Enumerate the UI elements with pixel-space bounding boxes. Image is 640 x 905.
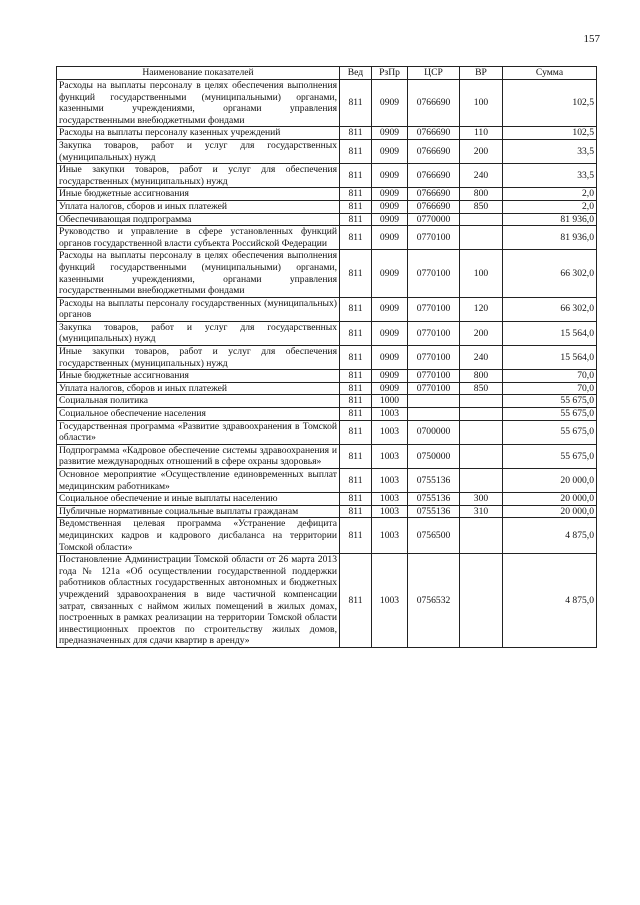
row-rzpr-cell: 1003	[372, 469, 408, 493]
table-row	[57, 200, 597, 213]
row-rzpr-cell: 0909	[372, 139, 408, 163]
row-csr-cell: 0766690	[408, 164, 460, 188]
row-vr-cell	[460, 469, 503, 493]
row-csr-cell	[408, 408, 460, 421]
row-ved-cell: 811	[340, 346, 372, 370]
row-rzpr-cell: 0909	[372, 226, 408, 250]
row-vr-cell	[460, 420, 503, 444]
row-csr-cell: 0770100	[408, 250, 460, 297]
header-sum: Сумма	[503, 67, 597, 80]
table-row	[57, 346, 597, 370]
table-row	[57, 408, 597, 421]
row-rzpr-cell: 0909	[372, 213, 408, 226]
row-name-cell: Социальная политика	[57, 395, 340, 408]
row-ved-cell: 811	[340, 382, 372, 395]
row-sum-cell: 70,0	[503, 370, 597, 383]
row-name-cell: Иные закупки товаров, работ и услуг для обеспечения государственных (муниципальных) нужд	[57, 346, 340, 370]
row-name-cell: Уплата налогов, сборов и иных платежей	[57, 200, 340, 213]
row-sum-cell: 66 302,0	[503, 250, 597, 297]
row-ved-cell: 811	[340, 164, 372, 188]
row-rzpr-cell: 1003	[372, 554, 408, 648]
row-vr-cell: 850	[460, 382, 503, 395]
row-ved-cell: 811	[340, 420, 372, 444]
table-row	[57, 469, 597, 493]
row-csr-cell: 0770100	[408, 346, 460, 370]
row-sum-cell: 4 875,0	[503, 518, 597, 554]
row-vr-cell: 850	[460, 200, 503, 213]
row-sum-cell: 15 564,0	[503, 321, 597, 345]
table-row	[57, 382, 597, 395]
table-row	[57, 127, 597, 140]
row-ved-cell: 811	[340, 554, 372, 648]
row-vr-cell	[460, 395, 503, 408]
row-sum-cell: 102,5	[503, 80, 597, 127]
row-vr-cell	[460, 213, 503, 226]
row-rzpr-cell: 1003	[372, 420, 408, 444]
row-vr-cell: 800	[460, 370, 503, 383]
row-name-cell: Закупка товаров, работ и услуг для государственных (муниципальных) нужд	[57, 139, 340, 163]
row-csr-cell: 0770100	[408, 297, 460, 321]
header-vr: ВР	[460, 67, 503, 80]
row-name-cell: Ведомственная целевая программа «Устранение дефицита медицинских кадров и кадрового дисбаланса на территории Томской области»	[57, 518, 340, 554]
row-ved-cell: 811	[340, 127, 372, 140]
page-number: 157	[583, 33, 600, 45]
row-rzpr-cell: 0909	[372, 382, 408, 395]
row-csr-cell: 0766690	[408, 80, 460, 127]
row-vr-cell: 310	[460, 505, 503, 518]
row-rzpr-cell: 0909	[372, 200, 408, 213]
row-rzpr-cell: 1003	[372, 518, 408, 554]
row-rzpr-cell: 1000	[372, 395, 408, 408]
row-vr-cell	[460, 444, 503, 468]
table-row	[57, 80, 597, 127]
row-sum-cell: 20 000,0	[503, 469, 597, 493]
row-rzpr-cell: 0909	[372, 321, 408, 345]
row-ved-cell: 811	[340, 408, 372, 421]
header-rzpr: РзПр	[372, 67, 408, 80]
row-ved-cell: 811	[340, 469, 372, 493]
row-csr-cell	[408, 395, 460, 408]
row-rzpr-cell: 1003	[372, 444, 408, 468]
row-rzpr-cell: 1003	[372, 493, 408, 506]
row-sum-cell: 20 000,0	[503, 505, 597, 518]
row-ved-cell: 811	[340, 493, 372, 506]
row-ved-cell: 811	[340, 370, 372, 383]
row-name-cell: Закупка товаров, работ и услуг для государственных (муниципальных) нужд	[57, 321, 340, 345]
row-ved-cell: 811	[340, 213, 372, 226]
row-rzpr-cell: 0909	[372, 250, 408, 297]
row-rzpr-cell: 1003	[372, 408, 408, 421]
row-name-cell: Публичные нормативные социальные выплаты гражданам	[57, 505, 340, 518]
table-row	[57, 164, 597, 188]
row-csr-cell: 0766690	[408, 200, 460, 213]
row-csr-cell: 0750000	[408, 444, 460, 468]
row-vr-cell: 120	[460, 297, 503, 321]
row-rzpr-cell: 0909	[372, 80, 408, 127]
row-csr-cell: 0770100	[408, 370, 460, 383]
row-name-cell: Иные закупки товаров, работ и услуг для обеспечения государственных (муниципальных) нужд	[57, 164, 340, 188]
row-csr-cell: 0770100	[408, 226, 460, 250]
table-row	[57, 226, 597, 250]
row-sum-cell: 55 675,0	[503, 395, 597, 408]
row-sum-cell: 2,0	[503, 200, 597, 213]
table-row	[57, 370, 597, 383]
row-ved-cell: 811	[340, 505, 372, 518]
row-csr-cell: 0755136	[408, 505, 460, 518]
row-sum-cell: 55 675,0	[503, 444, 597, 468]
table-row	[57, 554, 597, 648]
row-sum-cell: 81 936,0	[503, 213, 597, 226]
row-sum-cell: 20 000,0	[503, 493, 597, 506]
row-name-cell: Расходы на выплаты персоналу казенных учреждений	[57, 127, 340, 140]
row-sum-cell: 66 302,0	[503, 297, 597, 321]
row-ved-cell: 811	[340, 226, 372, 250]
row-csr-cell: 0700000	[408, 420, 460, 444]
row-name-cell: Постановление Администрации Томской области от 26 марта 2013 года № 121а «Об осуществлении государственной поддержки работников областных государственных автономных и бюджетных учреждений здравоохранения в виде частичной компенсации затрат, связанных с наймом жилых помещений в жилых домах, построенных в рамках реализации на территории Томской области инвестиционных проектов по строительству жилых домов, предназначенных для сдачи квартир в аренду»	[57, 554, 340, 648]
row-ved-cell: 811	[340, 80, 372, 127]
row-ved-cell: 811	[340, 250, 372, 297]
row-csr-cell: 0770100	[408, 382, 460, 395]
row-ved-cell: 811	[340, 139, 372, 163]
row-sum-cell: 70,0	[503, 382, 597, 395]
table-row	[57, 518, 597, 554]
row-vr-cell: 100	[460, 250, 503, 297]
row-vr-cell: 240	[460, 346, 503, 370]
row-name-cell: Обеспечивающая подпрограмма	[57, 213, 340, 226]
row-vr-cell: 200	[460, 139, 503, 163]
row-csr-cell: 0766690	[408, 188, 460, 201]
row-sum-cell: 55 675,0	[503, 420, 597, 444]
table-row	[57, 493, 597, 506]
row-vr-cell: 300	[460, 493, 503, 506]
row-rzpr-cell: 0909	[372, 188, 408, 201]
row-sum-cell: 55 675,0	[503, 408, 597, 421]
table-row	[57, 321, 597, 345]
row-ved-cell: 811	[340, 200, 372, 213]
row-ved-cell: 811	[340, 321, 372, 345]
table-row	[57, 395, 597, 408]
table-row	[57, 139, 597, 163]
row-rzpr-cell: 0909	[372, 346, 408, 370]
row-csr-cell: 0770100	[408, 321, 460, 345]
row-name-cell: Государственная программа «Развитие здравоохранения в Томской области»	[57, 420, 340, 444]
row-csr-cell: 0755136	[408, 469, 460, 493]
header-csr: ЦСР	[408, 67, 460, 80]
row-rzpr-cell: 0909	[372, 164, 408, 188]
row-name-cell: Руководство и управление в сфере установленных функций органов государственной власти субъекта Российской Федерации	[57, 226, 340, 250]
row-ved-cell: 811	[340, 395, 372, 408]
row-name-cell: Иные бюджетные ассигнования	[57, 188, 340, 201]
row-vr-cell	[460, 518, 503, 554]
row-sum-cell: 4 875,0	[503, 554, 597, 648]
row-rzpr-cell: 1003	[372, 505, 408, 518]
row-name-cell: Расходы на выплаты персоналу в целях обеспечения выполнения функций государственными (муниципальными) органами, казенными учреждениями, органами управления государственными внебюджетными фондами	[57, 80, 340, 127]
table-row	[57, 505, 597, 518]
row-sum-cell: 33,5	[503, 139, 597, 163]
row-vr-cell: 100	[460, 80, 503, 127]
row-vr-cell: 200	[460, 321, 503, 345]
table-row	[57, 420, 597, 444]
budget-table	[56, 66, 597, 648]
row-name-cell: Иные бюджетные ассигнования	[57, 370, 340, 383]
table-row	[57, 213, 597, 226]
row-csr-cell: 0766690	[408, 139, 460, 163]
row-vr-cell: 240	[460, 164, 503, 188]
row-name-cell: Расходы на выплаты персоналу в целях обеспечения выполнения функций государственными (муниципальными) органами, казенными учреждениями, органами управления государственными внебюджетными фондами	[57, 250, 340, 297]
row-vr-cell	[460, 226, 503, 250]
row-vr-cell	[460, 408, 503, 421]
row-ved-cell: 811	[340, 444, 372, 468]
header-ved: Вед	[340, 67, 372, 80]
row-ved-cell: 811	[340, 518, 372, 554]
row-rzpr-cell: 0909	[372, 127, 408, 140]
row-csr-cell: 0756500	[408, 518, 460, 554]
table-header-row	[57, 67, 597, 80]
row-sum-cell: 33,5	[503, 164, 597, 188]
row-name-cell: Подпрограмма «Кадровое обеспечение системы здравоохранения и развитие международных отношений в сфере охраны здоровья»	[57, 444, 340, 468]
table-row	[57, 444, 597, 468]
row-name-cell: Уплата налогов, сборов и иных платежей	[57, 382, 340, 395]
row-sum-cell: 15 564,0	[503, 346, 597, 370]
row-sum-cell: 81 936,0	[503, 226, 597, 250]
row-rzpr-cell: 0909	[372, 297, 408, 321]
row-sum-cell: 102,5	[503, 127, 597, 140]
row-name-cell: Социальное обеспечение и иные выплаты населению	[57, 493, 340, 506]
table-body	[57, 80, 597, 648]
row-name-cell: Социальное обеспечение населения	[57, 408, 340, 421]
header-name: Наименование показателей	[57, 67, 340, 80]
row-csr-cell: 0770000	[408, 213, 460, 226]
row-vr-cell: 800	[460, 188, 503, 201]
row-vr-cell	[460, 554, 503, 648]
row-vr-cell: 110	[460, 127, 503, 140]
row-name-cell: Расходы на выплаты персоналу государственных (муниципальных) органов	[57, 297, 340, 321]
table-row	[57, 297, 597, 321]
row-rzpr-cell: 0909	[372, 370, 408, 383]
row-ved-cell: 811	[340, 188, 372, 201]
row-ved-cell: 811	[340, 297, 372, 321]
table-row	[57, 188, 597, 201]
row-csr-cell: 0766690	[408, 127, 460, 140]
row-sum-cell: 2,0	[503, 188, 597, 201]
row-name-cell: Основное мероприятие «Осуществление единовременных выплат медицинским работникам»	[57, 469, 340, 493]
row-csr-cell: 0755136	[408, 493, 460, 506]
table-row	[57, 250, 597, 297]
row-csr-cell: 0756532	[408, 554, 460, 648]
